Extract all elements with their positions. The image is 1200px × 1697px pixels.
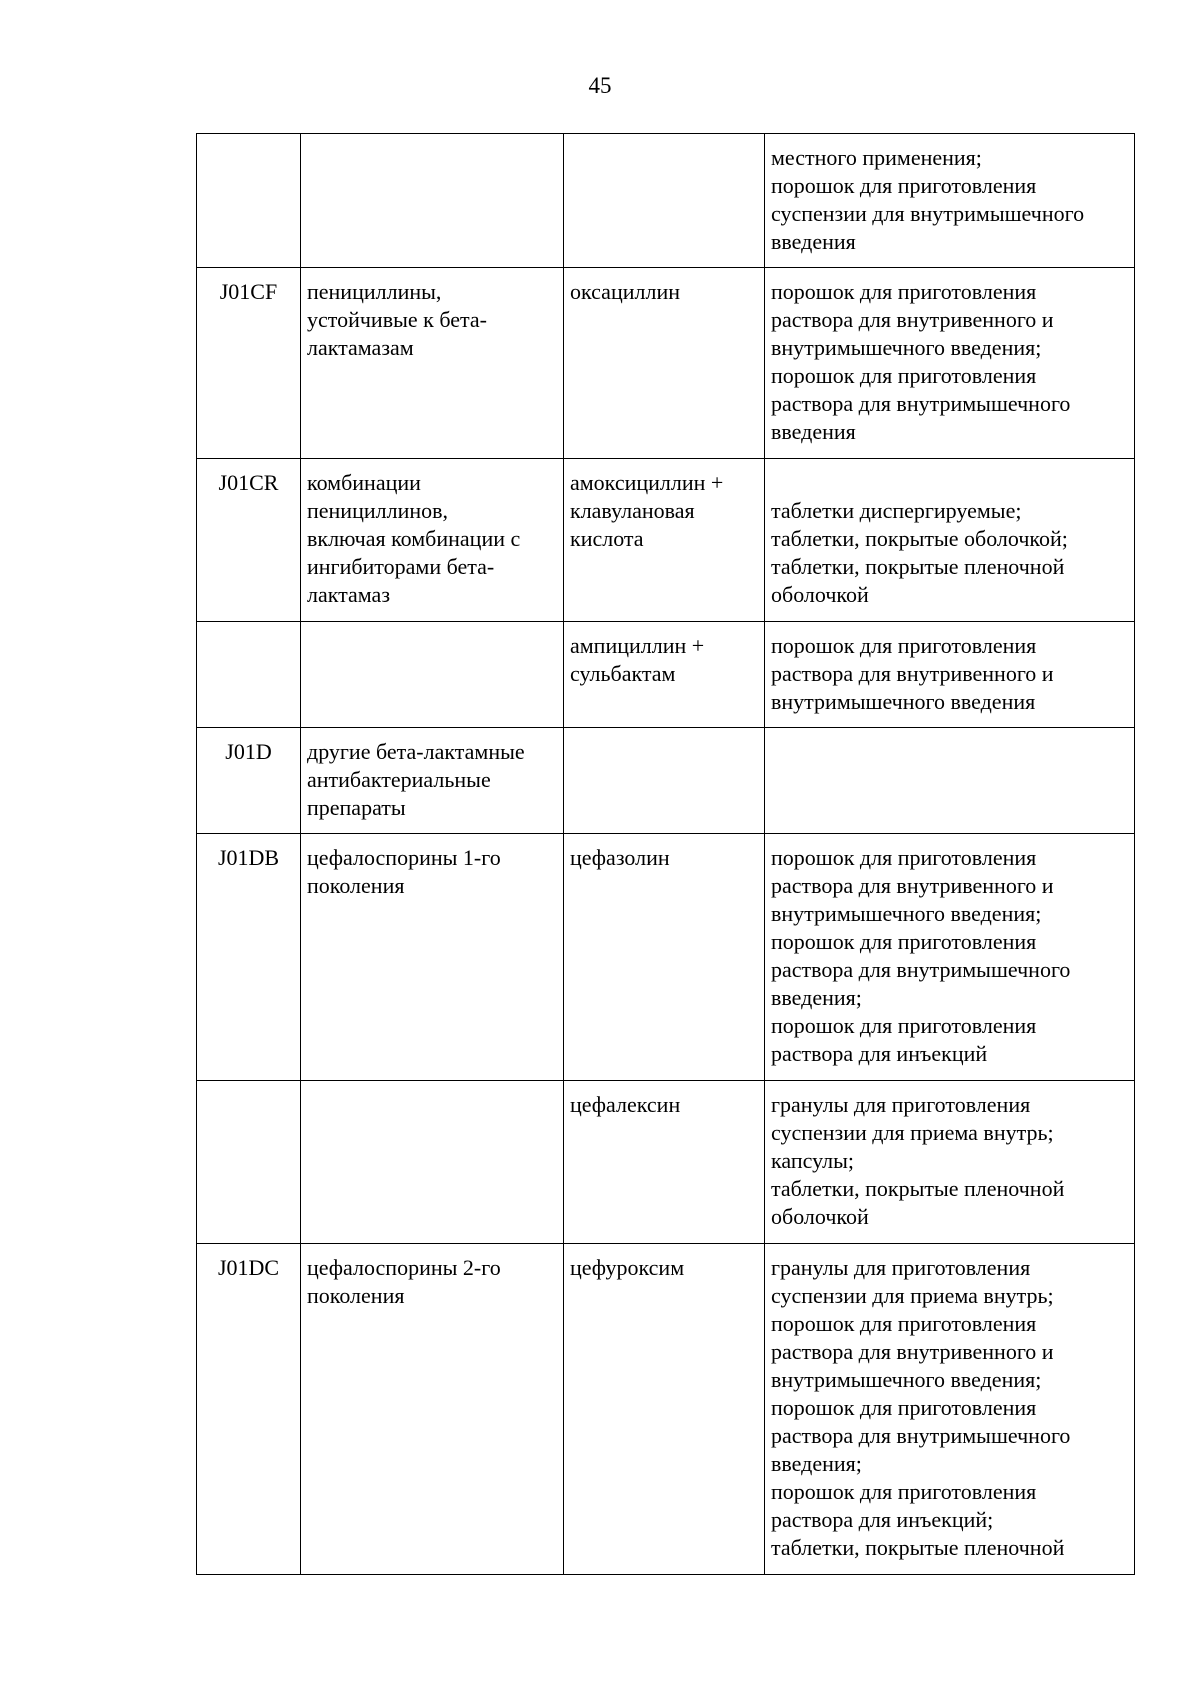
drug-name-cell: [564, 728, 765, 834]
cell-text-line: включая комбинации с: [307, 526, 521, 551]
group-name-cell: [301, 268, 564, 459]
cell-text-line: порошок для приготовления: [771, 1395, 1037, 1420]
cell-text-line: сульбактам: [570, 661, 676, 686]
dosage-forms-cell: [765, 728, 1135, 834]
cell-text-line: лактамаз: [307, 582, 391, 607]
group-name-cell: [301, 1081, 564, 1244]
page-number: 45: [588, 73, 612, 98]
cell-text-line: раствора для инъекций: [771, 1041, 988, 1066]
cell-text-line: раствора для внутримышечного: [771, 957, 1071, 982]
drug-name-cell: [564, 1244, 765, 1575]
dosage-forms-cell: [765, 622, 1135, 728]
group-name-cell: [301, 728, 564, 834]
atc-code-cell: J01DC: [197, 1244, 301, 1575]
atc-code-cell: [197, 622, 301, 728]
cell-text-line: цефалоспорины 1-го: [307, 845, 501, 870]
cell-text-line: ампициллин +: [570, 633, 705, 658]
drug-classification-table: [196, 133, 1135, 1575]
drug-name-cell: [564, 268, 765, 459]
dosage-forms-cell: [765, 459, 1135, 622]
cell-text-line: внутримышечного введения;: [771, 1367, 1042, 1392]
drug-name-cell: [564, 622, 765, 728]
atc-code-cell: J01D: [197, 728, 301, 834]
cell-text-line: поколения: [307, 873, 405, 898]
cell-text-line: оболочкой: [771, 582, 869, 607]
atc-code-cell: [197, 134, 301, 268]
cell-text-line: раствора для внутривенного и: [771, 307, 1054, 332]
dosage-forms-cell: [765, 1244, 1135, 1575]
cell-text-line: комбинации: [307, 470, 421, 495]
atc-code-cell: [197, 1081, 301, 1244]
cell-text-line: порошок для приготовления: [771, 633, 1037, 658]
cell-text-line: раствора для внутримышечного: [771, 391, 1071, 416]
cell-text-line: местного применения;: [771, 145, 982, 170]
cell-text-line: раствора для внутривенного и: [771, 661, 1054, 686]
cell-text-line: оксациллин: [570, 279, 680, 304]
cell-text-line: гранулы для приготовления: [771, 1092, 1031, 1117]
cell-text-line: антибактериальные: [307, 767, 491, 792]
cell-text-line: цефуроксим: [570, 1255, 685, 1280]
cell-text-line: суспензии для приема внутрь;: [771, 1283, 1054, 1308]
cell-text-line: внутримышечного введения;: [771, 335, 1042, 360]
group-name-cell: [301, 1244, 564, 1575]
cell-text-line: гранулы для приготовления: [771, 1255, 1031, 1280]
table-row: [197, 622, 1135, 728]
cell-text-line: порошок для приготовления: [771, 173, 1037, 198]
drug-name-cell: [564, 1081, 765, 1244]
cell-text-line: внутримышечного введения;: [771, 901, 1042, 926]
atc-code-cell: J01CF: [197, 268, 301, 459]
cell-text-line: капсулы;: [771, 1148, 854, 1173]
cell-text-line: раствора для внутривенного и: [771, 873, 1054, 898]
cell-text-line: внутримышечного введения: [771, 689, 1036, 714]
table-row: [197, 1081, 1135, 1244]
table-row: [197, 268, 1135, 459]
cell-text-line: пенициллины,: [307, 279, 442, 304]
cell-text-line: лактамазам: [307, 335, 414, 360]
table-row: [197, 728, 1135, 834]
cell-text-line: введения: [771, 419, 856, 444]
cell-text-line: порошок для приготовления: [771, 363, 1037, 388]
atc-code-cell: J01CR: [197, 459, 301, 622]
cell-text-line: раствора для внутривенного и: [771, 1339, 1054, 1364]
cell-text-line: кислота: [570, 526, 644, 551]
cell-text-line: таблетки, покрытые пленочной: [771, 554, 1065, 579]
group-name-cell: [301, 622, 564, 728]
cell-text-line: амоксициллин +: [570, 470, 724, 495]
dosage-forms-cell: [765, 834, 1135, 1081]
cell-text-line: суспензии для внутримышечного: [771, 201, 1085, 226]
dosage-forms-cell: [765, 268, 1135, 459]
group-name-cell: [301, 834, 564, 1081]
group-name-cell: [301, 459, 564, 622]
dosage-forms-cell: [765, 134, 1135, 268]
cell-text-line: устойчивые к бета-: [307, 307, 487, 332]
cell-text-line: таблетки диспергируемые;: [771, 498, 1022, 523]
dosage-forms-cell: [765, 1081, 1135, 1244]
cell-text-line: таблетки, покрытые пленочной: [771, 1535, 1065, 1560]
cell-text-line: введения: [771, 229, 856, 254]
cell-text-line: порошок для приготовления: [771, 1311, 1037, 1336]
table-row: [197, 1244, 1135, 1575]
atc-code-cell: J01DB: [197, 834, 301, 1081]
cell-text-line: пенициллинов,: [307, 498, 449, 523]
cell-text-line: ингибиторами бета-: [307, 554, 495, 579]
cell-text-line: порошок для приготовления: [771, 1013, 1037, 1038]
table-row: [197, 134, 1135, 268]
drug-name-cell: [564, 459, 765, 622]
table-row: [197, 459, 1135, 622]
cell-text-line: другие бета-лактамные: [307, 739, 525, 764]
cell-text-line: оболочкой: [771, 1204, 869, 1229]
cell-text-line: порошок для приготовления: [771, 1479, 1037, 1504]
cell-text-line: введения;: [771, 985, 862, 1010]
cell-text-line: суспензии для приема внутрь;: [771, 1120, 1054, 1145]
cell-text-line: раствора для инъекций;: [771, 1507, 994, 1532]
cell-text-line: таблетки, покрытые оболочкой;: [771, 526, 1068, 551]
table-row: [197, 834, 1135, 1081]
table-body: [197, 134, 1135, 1575]
cell-text-line: цефалоспорины 2-го: [307, 1255, 501, 1280]
cell-text-line: поколения: [307, 1283, 405, 1308]
cell-text-line: раствора для внутримышечного: [771, 1423, 1071, 1448]
cell-text-line: таблетки, покрытые пленочной: [771, 1176, 1065, 1201]
cell-text-line: цефазолин: [570, 845, 670, 870]
cell-text-line: порошок для приготовления: [771, 929, 1037, 954]
cell-text-line: [771, 469, 1128, 497]
group-name-cell: [301, 134, 564, 268]
drug-name-cell: [564, 134, 765, 268]
cell-text-line: препараты: [307, 795, 406, 820]
cell-text-line: введения;: [771, 1451, 862, 1476]
drug-name-cell: [564, 834, 765, 1081]
cell-text-line: клавулановая: [570, 498, 695, 523]
cell-text-line: порошок для приготовления: [771, 279, 1037, 304]
cell-text-line: цефалексин: [570, 1092, 681, 1117]
cell-text-line: порошок для приготовления: [771, 845, 1037, 870]
